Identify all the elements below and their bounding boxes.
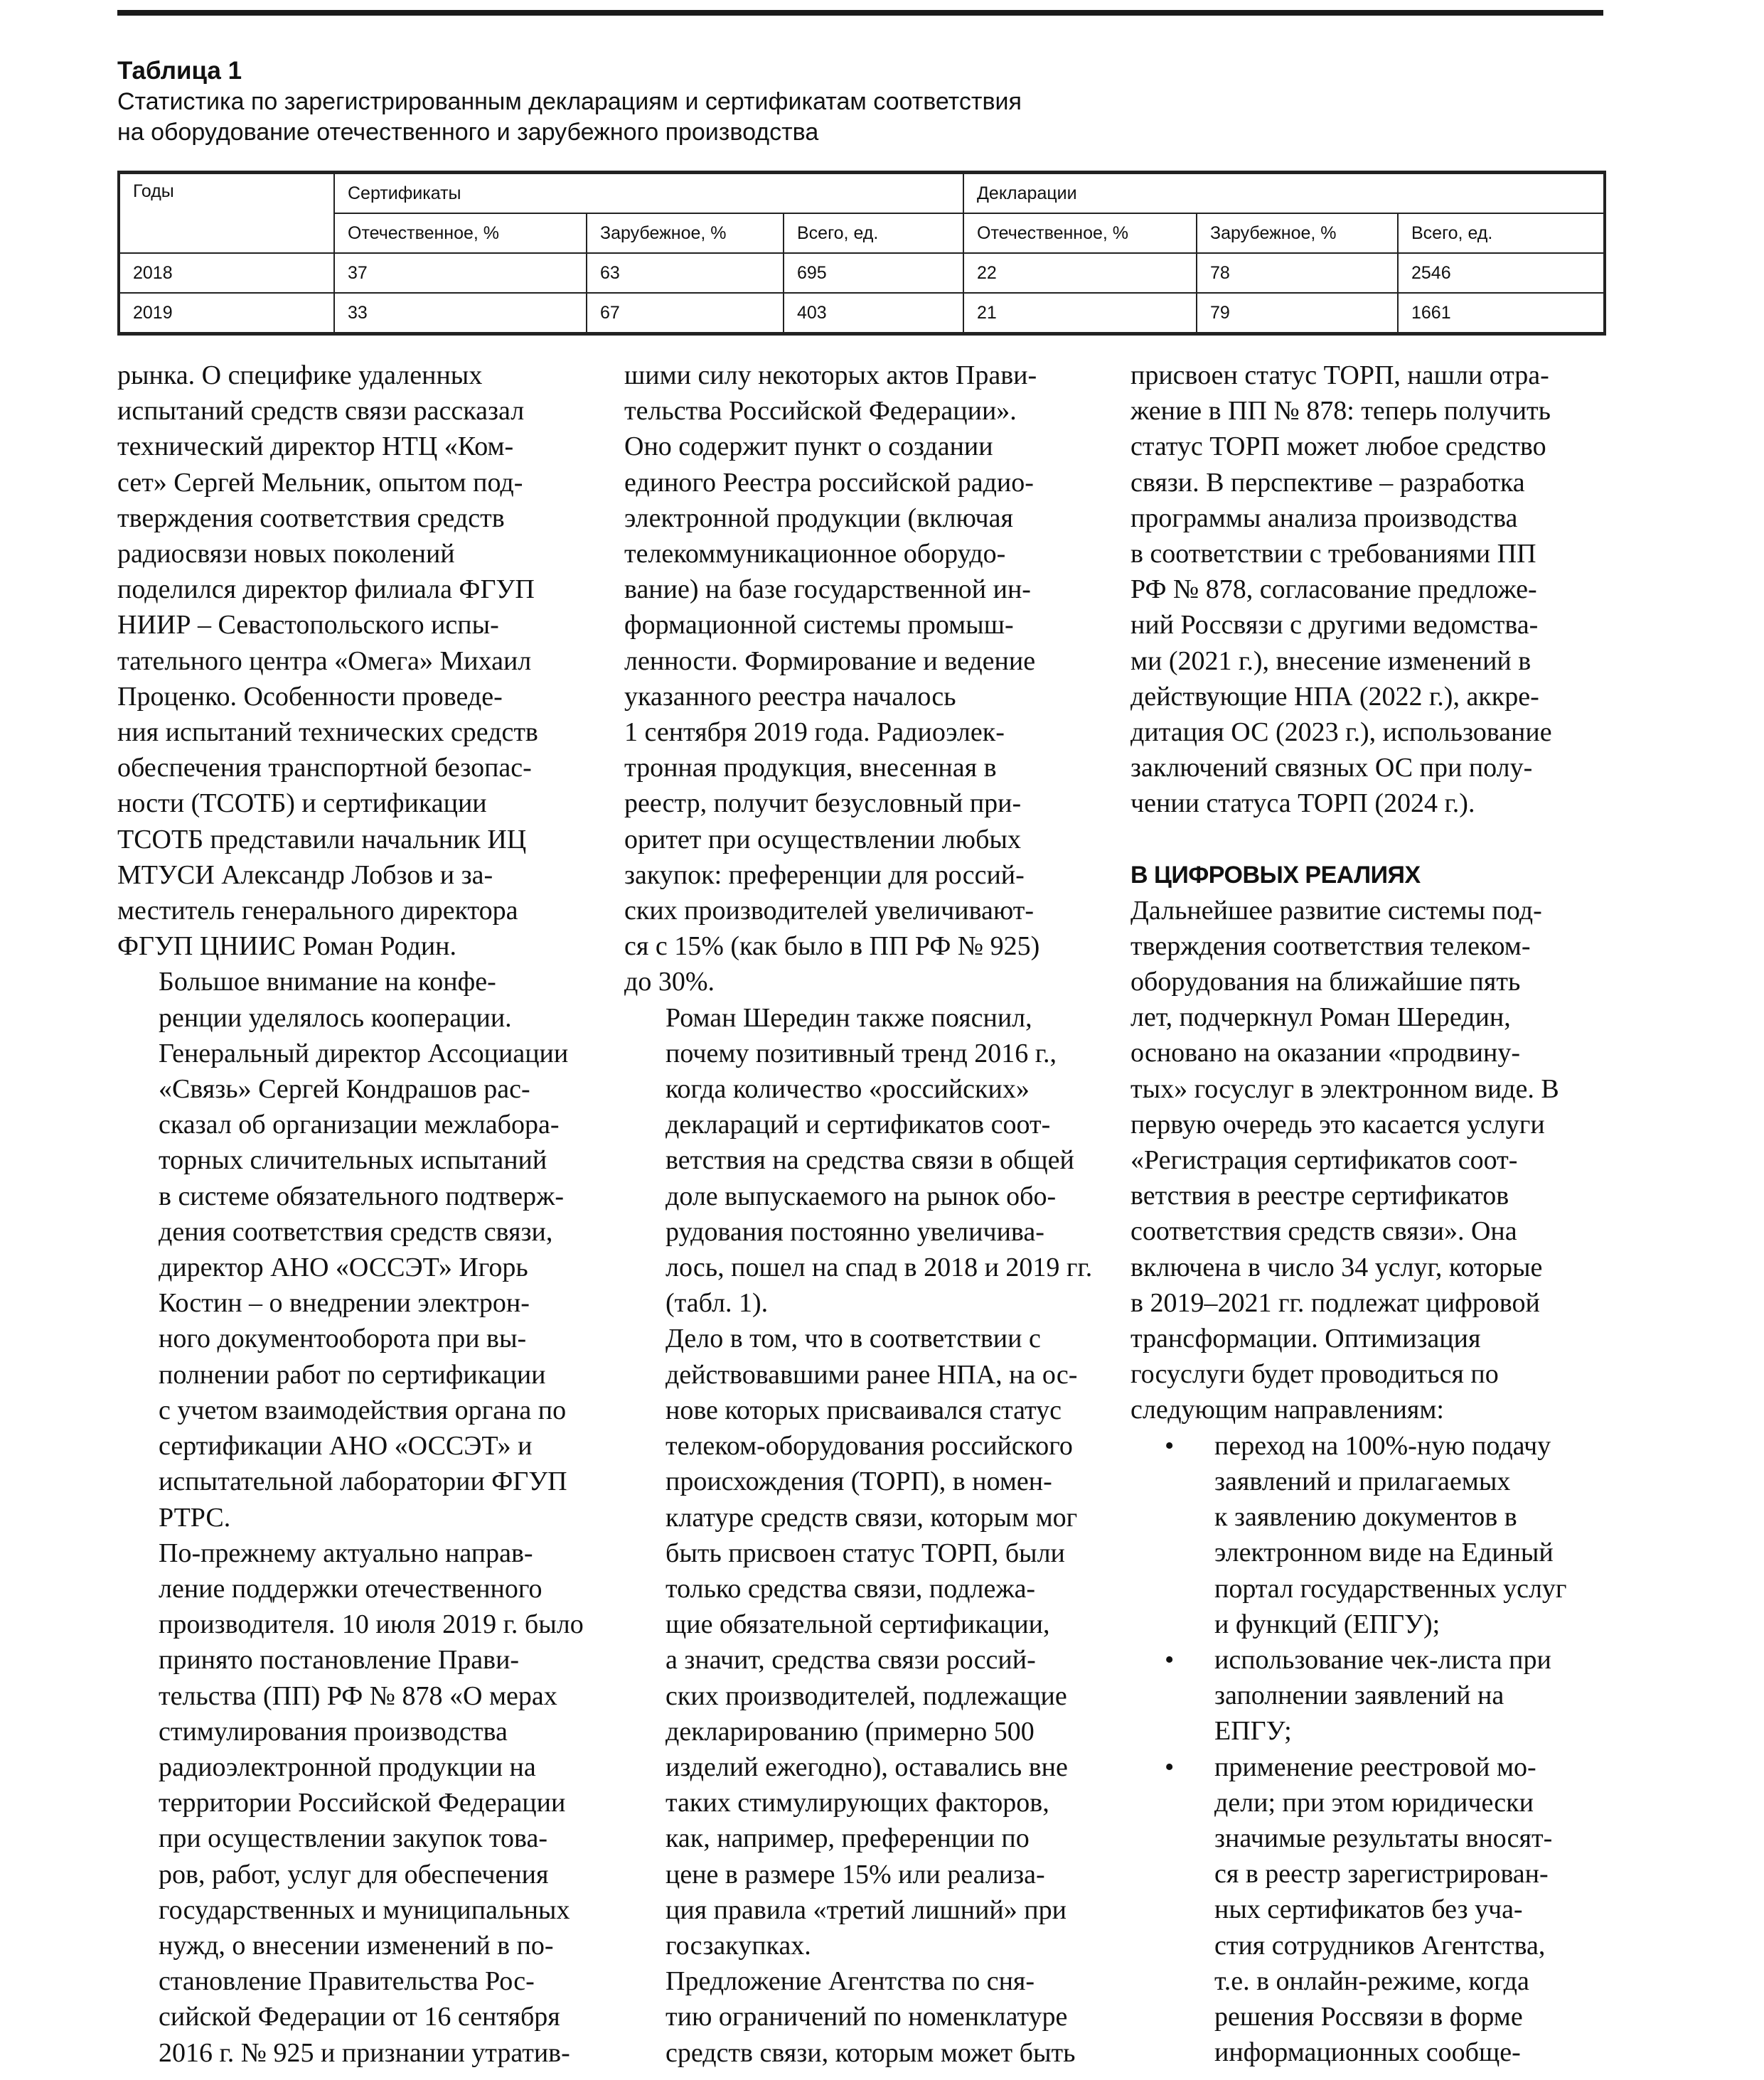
table-cell: 695 (784, 253, 963, 293)
text-line: директор АНО «ОССЭТ» Игорь (159, 1253, 528, 1283)
text-line: ФГУП ЦНИИС Роман Родин. (117, 931, 457, 962)
paragraph (624, 1000, 1108, 1322)
text-line: ление поддержки отечественного (159, 1573, 542, 1604)
text-line: НИИР – Севастопольского испы- (117, 610, 499, 640)
table-subheader-row (119, 213, 1605, 253)
text-line: чении статуса ТОРП (2024 г.). (1130, 788, 1475, 819)
text-line: в соответствии с требованиями ПП (1130, 539, 1536, 569)
text-line: шими силу некоторых актов Прави- (624, 360, 1037, 390)
subheader-cell: Всего, ед. (1398, 213, 1605, 253)
table-caption (117, 55, 1603, 148)
paragraph (624, 1321, 1108, 1963)
text-line: а значит, средства связи россий- (665, 1645, 1036, 1676)
text-line: Проценко. Особенности проведе- (117, 681, 503, 712)
text-line: следующим направлениям: (1130, 1395, 1444, 1425)
text-line: ми (2021 г.), внесение изменений в (1130, 645, 1532, 676)
text-line: при осуществлении закупок това- (159, 1823, 547, 1854)
text-line: ТСОТБ представили начальник ИЦ (117, 824, 527, 854)
text-line: решения Россвязи в форме (1214, 2001, 1523, 2032)
top-rule (117, 10, 1603, 16)
table-cell: 79 (1197, 293, 1398, 334)
text-line: формационной системы промыш- (624, 610, 1014, 640)
text-line: лет, подчеркнул Роман Шередин, (1130, 1002, 1511, 1033)
text-line: 2016 г. № 925 и признании утратив- (159, 2037, 570, 2068)
text-line: Предложение Агентства по сня- (665, 1966, 1035, 1997)
text-line: в системе обязательного подтверж- (159, 1181, 565, 1211)
text-line: стия сотрудников Агентства, (1214, 1930, 1546, 1961)
text-line: включена в число 34 услуг, которые (1130, 1252, 1543, 1282)
text-line: доле выпускаемого на рынок обо- (665, 1181, 1057, 1211)
text-line: тверждения соответствия телеком- (1130, 931, 1531, 961)
text-line: жение в ПП № 878: теперь получить (1130, 396, 1551, 427)
text-line: ся в реестр зарегистрирован- (1214, 1859, 1549, 1889)
text-line: тверждения соответствия средств (117, 503, 505, 533)
table-cell: 2019 (119, 293, 334, 334)
text-line: Оно содержит пункт о создании (624, 431, 993, 462)
declarations-header: Декларации (963, 173, 1605, 214)
text-line: заполнении заявлений на (1214, 1680, 1504, 1711)
text-line: действующие НПА (2022 г.), аккре- (1130, 681, 1539, 712)
text-line: обеспечения транспортной безопас- (117, 753, 532, 783)
bullet-icon: • (1165, 1644, 1175, 1675)
text-line: ция правила «третий лишний» при (665, 1894, 1067, 1925)
text-line: нове которых присваивался статус (665, 1395, 1062, 1425)
text-line: как, например, преференции по (665, 1823, 1030, 1854)
text-line: нужд, о внесении изменений в по- (159, 1930, 554, 1961)
text-line: в 2019–2021 гг. подлежат цифровой (1130, 1287, 1540, 1318)
text-line: тательного центра «Омега» Михаил (117, 645, 532, 676)
text-line: ний Россвязи с другими ведомства- (1130, 610, 1539, 640)
text-line: переход на 100%-ную подачу (1214, 1430, 1551, 1461)
paragraph (624, 1963, 1108, 2071)
text-line: технический директор НТЦ «Ком- (117, 431, 514, 462)
text-line: происхождения (ТОРП), в номен- (665, 1467, 1052, 1497)
text-line: ских производителей, подлежащие (665, 1680, 1067, 1711)
text-line: с учетом взаимодействия органа по (159, 1395, 567, 1425)
text-line: Дальнейшее развитие системы под- (1130, 895, 1542, 926)
paragraph (117, 1535, 590, 2071)
text-line: поделился директор филиала ФГУП (117, 574, 535, 605)
table-cell: 78 (1197, 253, 1398, 293)
text-line: телеком-оборудования российского (665, 1431, 1073, 1462)
text-line: ских производителей увеличивают- (624, 896, 1035, 926)
table-cell: 403 (784, 293, 963, 334)
text-line: Большое внимание на конфе- (159, 967, 496, 997)
subheader-cell: Зарубежное, % (587, 213, 784, 253)
text-line: Генеральный директор Ассоциации (159, 1038, 569, 1068)
statistics-table (117, 171, 1606, 336)
text-line: Костин – о внедрении электрон- (159, 1288, 530, 1319)
text-column-2 (624, 358, 1108, 2071)
bullet-item (1130, 1749, 1614, 2071)
table-caption-line: на оборудование отечественного и зарубежного производства (117, 119, 819, 146)
text-line: «Регистрация сертификатов соот- (1130, 1145, 1518, 1176)
table-cell: 63 (587, 253, 784, 293)
text-line: присвоен статус ТОРП, нашли отра- (1130, 360, 1549, 390)
text-line: трансформации. Оптимизация (1130, 1324, 1481, 1354)
text-line: рудования постоянно увеличива- (665, 1216, 1044, 1247)
text-line: щие обязательной сертификации, (665, 1609, 1050, 1640)
text-line: единого Реестра российской радио- (624, 467, 1034, 498)
text-line: информационных сообще- (1214, 2037, 1521, 2068)
text-line: сийской Федерации от 16 сентября (159, 2002, 560, 2032)
table-cell: 33 (334, 293, 587, 334)
text-line: тию ограничений по номенклатуре (665, 2002, 1068, 2032)
text-line: соответствия средств связи». Она (1130, 1216, 1517, 1247)
text-line: ЕПГУ; (1214, 1716, 1292, 1747)
text-line: действовавшими ранее НПА, на ос- (665, 1359, 1078, 1390)
text-line: По-прежнему актуально направ- (159, 1538, 533, 1568)
years-header: Годы (119, 173, 334, 254)
text-line: когда количество «российских» (665, 1074, 1030, 1105)
text-line: ся с 15% (как было в ПП РФ № 925) (624, 931, 1040, 962)
table-header-row (119, 173, 1605, 214)
text-line: радиоэлектронной продукции на (159, 1752, 536, 1782)
text-line: к заявлению документов в (1214, 1502, 1517, 1533)
table-cell: 22 (963, 253, 1197, 293)
text-line: ных сертификатов без уча- (1214, 1894, 1523, 1925)
bullet-icon: • (1165, 1430, 1175, 1461)
text-line: электронном виде на Единый (1214, 1538, 1554, 1568)
text-line: и функций (ЕПГУ); (1214, 1609, 1440, 1639)
text-line: сертификации АНО «ОССЭТ» и (159, 1431, 533, 1462)
text-line: тронная продукция, внесенная в (624, 753, 997, 783)
text-line: оборудования на ближайшие пять (1130, 967, 1521, 997)
text-line: деклараций и сертификатов соот- (665, 1110, 1051, 1140)
text-line: вание) на базе государственной ин- (624, 574, 1031, 605)
text-line: полнении работ по сертификации (159, 1359, 546, 1390)
text-line: «Связь» Сергей Кондрашов рас- (159, 1074, 530, 1105)
text-line: клатуре средств связи, которым мог (665, 1502, 1078, 1533)
table-cell: 2546 (1398, 253, 1605, 293)
text-line: ности (ТСОТБ) и сертификации (117, 788, 487, 819)
table-row (119, 253, 1605, 293)
text-line: значимые результаты вносят- (1214, 1823, 1553, 1853)
text-line: оритет при осуществлении любых (624, 824, 1021, 854)
text-line: использование чек-листа при (1214, 1644, 1551, 1675)
text-line: только средства связи, подлежа- (665, 1573, 1036, 1604)
text-line: электронной продукции (включая (624, 503, 1013, 533)
text-line: Роман Шередин также пояснил, (665, 1002, 1032, 1033)
text-line: заявлений и прилагаемых (1214, 1466, 1511, 1496)
text-line: государственных и муниципальных (159, 1894, 570, 1925)
text-line: средств связи, которым может быть (665, 2037, 1076, 2068)
text-line: лось, пошел на спад в 2018 и 2019 гг. (665, 1253, 1093, 1283)
text-line: ренции уделялось кооперации. (159, 1002, 512, 1033)
table-row (119, 293, 1605, 334)
text-column-3 (1130, 358, 1614, 2070)
text-line: принято постановление Прави- (159, 1645, 520, 1676)
text-line: испытаний средств связи рассказал (117, 396, 525, 427)
text-line: связи. В перспективе – разработка (1130, 467, 1525, 498)
text-line: дели; при этом юридически (1214, 1787, 1534, 1818)
text-line: дения соответствия средств связи, (159, 1216, 553, 1247)
text-line: указанного реестра началось (624, 681, 956, 712)
text-line: дитация ОС (2023 г.), использование (1130, 717, 1552, 748)
subheader-cell: Всего, ед. (784, 213, 963, 253)
text-line: сказал об организации межлабора- (159, 1110, 560, 1140)
text-line: закупок: преференции для россий- (624, 859, 1025, 890)
paragraph (117, 964, 590, 1535)
table-caption-line: Статистика по зарегистрированным декларациям и сертификатам соответствия (117, 88, 1022, 115)
paragraph (624, 358, 1108, 1000)
section-heading: В ЦИФРОВЫХ РЕАЛИЯХ (1130, 861, 1421, 889)
subheader-cell: Зарубежное, % (1197, 213, 1398, 253)
text-line: заключений связных ОС при полу- (1130, 753, 1533, 783)
table-title: Таблица 1 (117, 57, 242, 85)
text-line: госзакупках. (665, 1930, 811, 1961)
text-line: рынка. О специфике удаленных (117, 360, 483, 390)
text-line: почему позитивный тренд 2016 г., (665, 1038, 1057, 1068)
text-column-1 (117, 358, 590, 2071)
text-line: тых» госуслуг в электронном виде. В (1130, 1073, 1559, 1104)
text-line: до 30%. (624, 967, 715, 997)
text-line: радиосвязи новых поколений (117, 539, 455, 569)
text-line: применение реестровой мо- (1214, 1752, 1536, 1782)
text-line: МТУСИ Александр Лобзов и за- (117, 859, 493, 890)
text-line: реестр, получит безусловный при- (624, 788, 1022, 819)
text-line: изделий ежегодно), оставались вне (665, 1752, 1068, 1782)
text-line: стимулирования производства (159, 1716, 508, 1747)
text-line: РТРС. (159, 1502, 231, 1533)
text-line: госуслуги будет проводиться по (1130, 1359, 1499, 1390)
text-line: ленности. Формирование и ведение (624, 645, 1036, 676)
paragraph (117, 358, 590, 964)
text-line: сет» Сергей Мельник, опытом под- (117, 467, 523, 498)
certificates-header: Сертификаты (334, 173, 963, 214)
table-cell: 2018 (119, 253, 334, 293)
text-line: ветствия в реестре сертификатов (1130, 1181, 1509, 1211)
text-line: испытательной лаборатории ФГУП (159, 1467, 567, 1497)
subheader-cell: Отечественное, % (334, 213, 587, 253)
subheader-cell: Отечественное, % (963, 213, 1197, 253)
table-cell: 67 (587, 293, 784, 334)
text-line: т.е. в онлайн-режиме, когда (1214, 1966, 1529, 1996)
text-line: портал государственных услуг (1214, 1573, 1567, 1604)
table-cell: 21 (963, 293, 1197, 334)
text-line: ветствия на средства связи в общей (665, 1145, 1074, 1176)
text-line: меститель генерального директора (117, 896, 518, 926)
text-line: ров, работ, услуг для обеспечения (159, 1859, 549, 1889)
text-line: торных сличительных испытаний (159, 1145, 547, 1176)
text-line: становление Правительства Рос- (159, 1966, 535, 1997)
text-line: ния испытаний технических средств (117, 717, 538, 748)
text-line: 1 сентября 2019 года. Радиоэлек- (624, 717, 1005, 748)
paragraph-spacer (1130, 822, 1614, 857)
table-cell: 1661 (1398, 293, 1605, 334)
text-line: ного документооборота при вы- (159, 1324, 527, 1354)
text-line: тельства (ПП) РФ № 878 «О мерах (159, 1680, 557, 1711)
bullet-item (1130, 1428, 1614, 1642)
text-line: тельства Российской Федерации». (624, 396, 1017, 427)
bullet-item (1130, 1642, 1614, 1749)
text-line: статус ТОРП может любое средство (1130, 431, 1546, 462)
text-line: (табл. 1). (665, 1288, 769, 1319)
text-line: программы анализа производства (1130, 503, 1518, 533)
text-line: декларированию (примерно 500 (665, 1716, 1035, 1747)
text-line: первую очередь это касается услуги (1130, 1109, 1545, 1140)
text-line: быть присвоен статус ТОРП, были (665, 1538, 1065, 1568)
text-line: производителя. 10 июля 2019 г. было (159, 1609, 584, 1640)
table-cell: 37 (334, 253, 587, 293)
text-line: основано на оказании «продвину- (1130, 1038, 1520, 1068)
bullet-icon: • (1165, 1752, 1175, 1782)
text-line: РФ № 878, согласование предложе- (1130, 574, 1537, 605)
text-line: территории Российской Федерации (159, 1788, 566, 1818)
text-line: таких стимулирующих факторов, (665, 1788, 1049, 1818)
text-line: телекоммуникационное оборудо- (624, 539, 1006, 569)
text-line: цене в размере 15% или реализа- (665, 1859, 1045, 1889)
text-line: Дело в том, что в соответствии с (665, 1324, 1041, 1354)
